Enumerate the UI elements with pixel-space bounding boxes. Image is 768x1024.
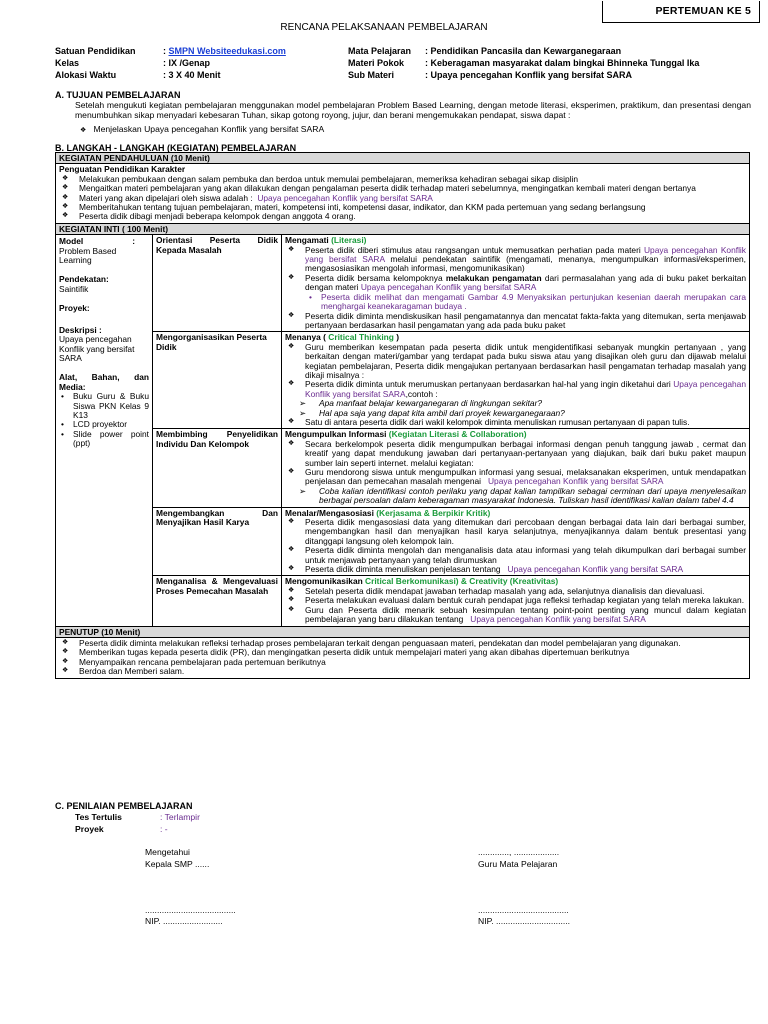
list-item [285,468,746,487]
list-item: ❖ Mengaitkan materi pembelajaran yang akan dilakukan dengan pengalaman peserta didik terhadap materi sebelumnya, mengingatkan kembali materi dengan bertanya [59,184,746,193]
list-bold: melakukan pengamatan [445,272,542,283]
section-a-text: Setelah mengukuti kegiatan pembelajaran menggunakan model pembelajaran Problem Based Learning, dengan metode literasi, eksperimen, praktikum, dan presentasi dengan menumbuhkan sikap menyadari kebesaran Tuhan, sikap gotong royong, jujur, dan berani mengemukakan pendapat, siswa dapat : [75,100,751,120]
list-item: • Slide power point (ppt) [61,430,149,449]
list-item: • Buku Guru & Buku Siswa PKN Kelas 9 K13 [61,392,149,420]
sig-left-nip: NIP. ......................... [145,916,223,926]
topic-highlight: Upaya pencegahan Konflik yang bersifat SARA [305,379,746,399]
proyek-label-c: Proyek [75,824,104,834]
satuan-label: Satuan Pendidikan [55,46,136,56]
list-item: ❖ Peserta didik mengasosiasi data yang ditemukan dari percobaan dengan berbagai data lain dari berbagai sumber, mengembangkan hasil dan menyajikan hasil karya selanjutnya, menyajikannya dalam bentuk presentasi yang ditanggapi langsung oleh kelompok lain. [285,518,746,546]
document-title: RENCANA PELAKSANAAN PEMBELAJARAN [280,22,488,33]
list-text: Peserta didik diberi stimulus atau rangsangan untuk memusatkan perhatian pada materi [305,244,641,255]
penutup-header: PENUTUP (10 Menit) [56,626,750,637]
phase-orientasi: Orientasi Peserta Didik Kepada Masalah [153,235,282,332]
step-title: Menanya ( [285,332,326,343]
list-item [285,380,746,399]
topic-highlight: Upaya pencegahan Konflik yang bersifat SARA [507,564,684,575]
list-item: ❖ Peserta didik diminta mendiskusikan hasil pengamatannya dan mencatat fakta-fakta yang ditemukan, serta menjawab pertanyaan berdasarkan hasil pengamatan yang ada pada buku paket [285,312,746,331]
list-item: ➢ Hal apa saja yang dapat kita ambil dari proyek kewarganegaraan? [299,409,746,418]
list-item: • LCD proyektor [61,420,149,429]
list-text: dari permasalahan yang ada di buku paket berkaitan dengan materi [305,272,747,293]
list-item: ❖ Setelah peserta didik mendapat jawaban terhadap masalah yang ada, selanjutnya dianalisis dan dievaluasi. [285,587,746,596]
phase-membimbing: Membimbing Penyelidikan Individu Dan Kelompok [153,429,282,507]
model-column [56,235,153,626]
topic-highlight: Upaya pencegahan Konflik yang bersifat SARA [470,614,646,625]
tes-value: : Terlampir [160,812,200,822]
list-item: ❖ Peserta melakukan evaluasi dalam bentuk curah pendapat juga refleksi terhadap kegiatan yang telah mereka lakukan. [285,596,746,605]
sig-left-dots: ...................................... [145,905,236,915]
sig-left-line1: Mengetahui [145,847,190,857]
list-item: ❖ Peserta didik dibagi menjadi beberapa kelompok dengan anggota 4 orang. [59,212,746,221]
step-title: Mengomunikasikan [285,576,363,587]
list-item: ❖ Memberitahukan tentang tujuan pembelajaran, materi, kompetensi inti, kompetensi dasar, indikator, dan KKM pada pertemuan yang sedang berlangsung [59,203,746,212]
phase-menganalisa: Menganalisa & Mengevaluasi Proses Pemecahan Masalah [153,576,282,626]
pendekatan-value: Saintifik [59,283,89,294]
sub-label: Sub Materi [348,70,395,80]
list-item: ❖ Satu di antara peserta didik dari wakil kelompok diminta menuliskan rumusan pertanyaan di papan tulis. [285,418,746,427]
list-item: ❖ Melakukan pembukaan dengan salam pembuka dan berdoa untuk memulai pembelajaran, memeriksa kehadiran sebagai sikap disiplin [59,175,746,184]
activities-table [55,152,750,679]
list-text: Guru mendorong siswa untuk mengumpulkan informasi yang sesuai, melaksanakan eksperimen, untuk mendapatkan penjelasan dan pemecahan masalah mengenai [305,467,746,487]
step-tag: (Literasi) [331,235,367,246]
meeting-number: PERTEMUAN KE 5 [655,5,751,17]
satuan-value: : SMPN Websiteedukasi.com [163,46,286,56]
phase-mengembangkan: Mengembangkan Dan Menyajikan Hasil Karya [153,507,282,576]
phase-orientasi-content [282,235,750,332]
mapel-value: : Pendidikan Pancasila dan Kewarganegaraan [425,46,622,56]
proyek-value-c: : - [160,824,168,834]
list-text: Peserta didik diminta menuliskan penjelasan tentang [305,564,501,575]
list-item: ❖ Secara berkelompok peserta didik mengumpulkan berbagai informasi dengan penuh tanggung jawab , cermat dan kreatif yang dapat mendukung jawaban dari pertanyaan-pertanyaan yang diajukan, baik dari buku paket maupun sumber lain seperti internet. melalui kegiatan: [285,440,746,468]
alokasi-label: Alokasi Waktu [55,70,117,80]
kelas-label: Kelas [55,58,80,68]
step-tag: (Kegiatan Literasi & Collaboration) [388,429,527,440]
phase-mengorganisasikan-content [282,332,750,429]
phase-mengembangkan-content [282,507,750,576]
sig-right-line2: Guru Mata Pelajaran [478,859,558,869]
section-a-bullet-text: Menjelaskan Upaya pencegahan Konflik yang bersifat SARA [93,124,325,134]
step-title: Mengamati [285,235,329,246]
list-item: ➢ Coba kalian identifikasi contoh perilaku yang dapat kalian tampilkan sebagai cerminan dari upaya menyelesaikan berbagai persoalan dalam keberagaman masyarakat Indonesia. Tuliskan hasil identifikasi kalian dalam tabel 4.4 [299,487,746,506]
list-text: Guru dan Peserta didik menarik sebuah kesimpulan tentang point-point penting yang muncul dalam kegiatan pembelajaran yang baru dilakukan tentang [305,604,746,625]
meeting-box [602,1,760,23]
mapel-label: Mata Pelajaran [348,46,412,56]
kelas-value: : IX /Genap [163,58,211,68]
model-label-row: Model : [59,236,135,247]
list-item [285,606,746,625]
inti-header: KEGIATAN INTI ( 100 Menit) [56,223,750,234]
tes-label: Tes Tertulis [75,812,122,822]
list-item: • Peserta didik melihat dan mengamati Gambar 4.9 Menyaksikan pertunjukan kesenian daerah merupakan cara menghargai keanekaragaman budaya . [309,293,746,312]
topic-highlight: Upaya pencegahan Konflik yang bersifat SARA [305,244,746,265]
section-a-heading: A. TUJUAN PEMBELAJARAN [55,90,181,100]
step-title: Menalar/Mengasosiasi [285,507,374,518]
section-c-heading: C. PENILAIAN PEMBELAJARAN [55,801,193,811]
pendekatan-label: Pendekatan: [59,274,109,285]
list-text: melalui pendekatan saintifik (mengamati, menanya, mengumpulkan informasi/eksperimen, mengasosiasikan mengolah informasi, mengomunikasikan) [305,254,747,274]
alat-label: Alat, Bahan, dan Media: [59,372,149,392]
section-b-heading: B. LANGKAH - LANGKAH (KEGIATAN) PEMBELAJARAN [55,143,297,153]
materi-value: : Keberagaman masyarakat dalam bingkai Bhinneka Tunggal Ika [425,58,700,68]
phase-mengorganisasikan: Mengorganisasikan Peserta Didik [153,332,282,429]
model-label: Model [59,236,84,247]
step-title-close: ) [396,332,400,343]
topic-highlight: Upaya pencegahan Konflik yang bersifat SARA [360,282,537,293]
step-tag: (Kerjasama & Berpikir Kritik) [376,507,491,518]
step-tag: Critical Berkomunikasi) & Creativity (Kreativitas) [365,576,559,587]
step-title: Mengumpulkan Informasi [285,429,387,440]
list-item: ❖ Guru memberikan kesempatan pada peserta didik untuk mengidentifikasi sebanyak mungkin pertanyaan , yang berkaitan dengan materi/gambar yang terdapat pada buku siswa atau yang disajikan oleh guru dan dijawab melalui kegiatan pembelajaran, Peserta didik mengajukan pertanyaan berdasarkan hasil pengamatan terhadap masalah yang dikaji misalnya : [285,343,746,381]
sig-right-nip: NIP. ............................... [478,916,571,926]
deskripsi-value: Upaya pencegahan Konflik yang bersifat SARA [59,334,135,363]
phase-menganalisa-content [282,576,750,626]
topic-highlight: Upaya pencegahan Konflik yang bersifat SARA [488,476,664,487]
list-text: ,contoh : [405,388,438,399]
list-item [285,565,746,574]
list-item [285,246,746,274]
section-a-bullet: ❖ Menjelaskan Upaya pencegahan Konflik yang bersifat SARA [80,124,325,134]
list-text: Peserta didik diminta untuk merumuskan pertanyaan berdasarkan hal-hal yang ingin diketahui dari [305,379,671,390]
list-item: ❖ Peserta didik diminta mengolah dan menganalisis data atau informasi yang telah dikumpulkan dari berbagai sumber untuk menjawab pertanyaan yang telah dirumuskan [285,546,746,565]
penutup-body [56,637,750,678]
sig-left-line2: Kepala SMP ...... [145,859,210,869]
sig-right-dots: ...................................... [478,905,569,915]
model-value: Problem Based Learning [59,245,117,266]
list-item: ❖ Memberikan tugas kepada peserta didik (PR), dan mengingatkan peserta didik untuk mempelajari materi yang akan dibahas dipertemuan berikutnya [59,648,746,657]
list-item [285,274,746,293]
pendahuluan-subheading: Penguatan Pendidikan Karakter [59,164,186,175]
pendahuluan-header: KEGIATAN PENDAHULUAN (10 Menit) [56,153,750,164]
alokasi-value: : 3 X 40 Menit [163,70,221,80]
phase-membimbing-content [282,429,750,507]
materi-label: Materi Pokok [348,58,405,68]
proyek-label: Proyek: [59,303,90,314]
list-item: ❖ Peserta didik diminta melakukan refleksi terhadap proses pembelajaran terkait dengan penguasaan materi, pendekatan dan model pembelajaran yang digunakan. [59,639,746,648]
list-item: ❖ Menyampaikan rencana pembelajaran pada pertemuan berikutnya [59,658,746,667]
step-tag: Critical Thinking [328,332,394,343]
list-text: Peserta didik bersama kelompoknya [305,272,443,283]
sub-value: : Upaya pencegahan Konflik yang bersifat SARA [425,70,633,80]
topic-highlight: Upaya pencegahan Konflik yang bersifat SARA [257,192,433,203]
alat-list [59,392,149,448]
list-text: Materi yang akan dipelajari oleh siswa adalah : [79,192,253,203]
list-item: ➢ Apa manfaat belajar kewarganegaran di lingkungan sekitar? [299,399,746,408]
pendahuluan-body [56,164,750,223]
sig-right-line1: ............., ................... [478,847,560,857]
deskripsi-label: Deskripsi : [59,324,102,335]
school-link[interactable]: SMPN Websiteedukasi.com [168,46,286,56]
list-item: ❖ Berdoa dan Memberi salam. [59,667,746,676]
